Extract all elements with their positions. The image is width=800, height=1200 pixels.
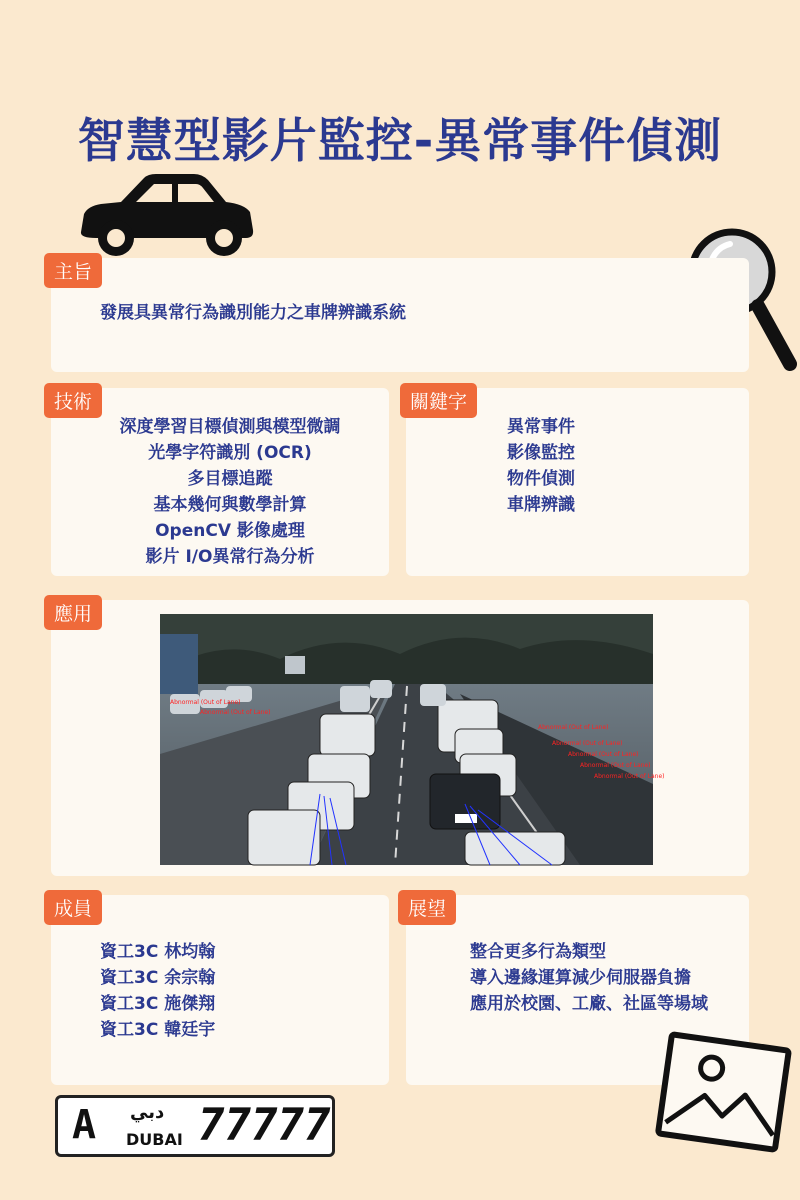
plate-arabic: دبي (130, 1102, 165, 1123)
anomaly-label: Abnormal (Out of Lane) (594, 773, 665, 780)
outlook-tag: 展望 (398, 890, 456, 925)
list-item: 導入邊緣運算減少伺服器負擔 (470, 968, 691, 988)
list-item: 車牌辨識 (507, 495, 575, 515)
members-tag: 成員 (44, 890, 102, 925)
anomaly-label: Abnormal (Out of Lane) (170, 699, 241, 706)
members-list (100, 939, 215, 1043)
plate-letter: A (72, 1102, 97, 1148)
traffic-scene (160, 614, 665, 865)
list-item: 資工3C 韓廷宇 (100, 1020, 216, 1040)
list-item: 資工3C 施傑翔 (100, 994, 216, 1014)
list-item: 資工3C 余宗翰 (100, 968, 216, 988)
image-icon (650, 1030, 796, 1160)
outlook-list (470, 939, 708, 1017)
anomaly-label: Abnormal (Out of Lane) (568, 751, 639, 758)
plate-number: 77777 (198, 1100, 331, 1151)
anomaly-label: Abnormal (Out of Lane) (200, 709, 271, 716)
list-item: 整合更多行為類型 (470, 942, 606, 962)
tech-tag: 技術 (44, 383, 102, 418)
list-item: 基本幾何與數學計算 (153, 495, 307, 515)
keywords-list (406, 414, 676, 518)
list-item: 物件偵測 (507, 469, 575, 489)
application-tag: 應用 (44, 595, 102, 630)
traffic-photo (160, 614, 665, 865)
car-icon (76, 172, 256, 258)
list-item: 光學字符識別 (OCR) (148, 443, 312, 463)
plate-city: DUBAI (126, 1130, 183, 1149)
list-item: 深度學習目標偵測與模型微調 (119, 417, 341, 437)
purpose-tag: 主旨 (44, 253, 102, 288)
anomaly-label: Abnormal (Out of Lane) (538, 724, 609, 731)
list-item: 資工3C 林均翰 (100, 942, 216, 962)
list-item: 異常事件 (507, 417, 575, 437)
anomaly-label: Abnormal (Out of Lane) (552, 740, 623, 747)
purpose-text: 發展具異常行為識別能力之車牌辨識系統 (100, 303, 406, 323)
anomaly-label: Abnormal (Out of Lane) (580, 762, 651, 769)
list-item: 多目標追蹤 (187, 469, 273, 489)
tech-list (51, 414, 409, 570)
list-item: 應用於校園、工廠、社區等場域 (470, 994, 708, 1014)
license-plate (55, 1095, 335, 1157)
page-title: 智慧型影片監控-異常事件偵測 (77, 114, 723, 169)
keywords-tag: 關鍵字 (400, 383, 477, 418)
list-item: 影片 I/O異常行為分析 (145, 547, 315, 567)
list-item: 影像監控 (507, 443, 575, 463)
list-item: OpenCV 影像處理 (155, 521, 305, 541)
